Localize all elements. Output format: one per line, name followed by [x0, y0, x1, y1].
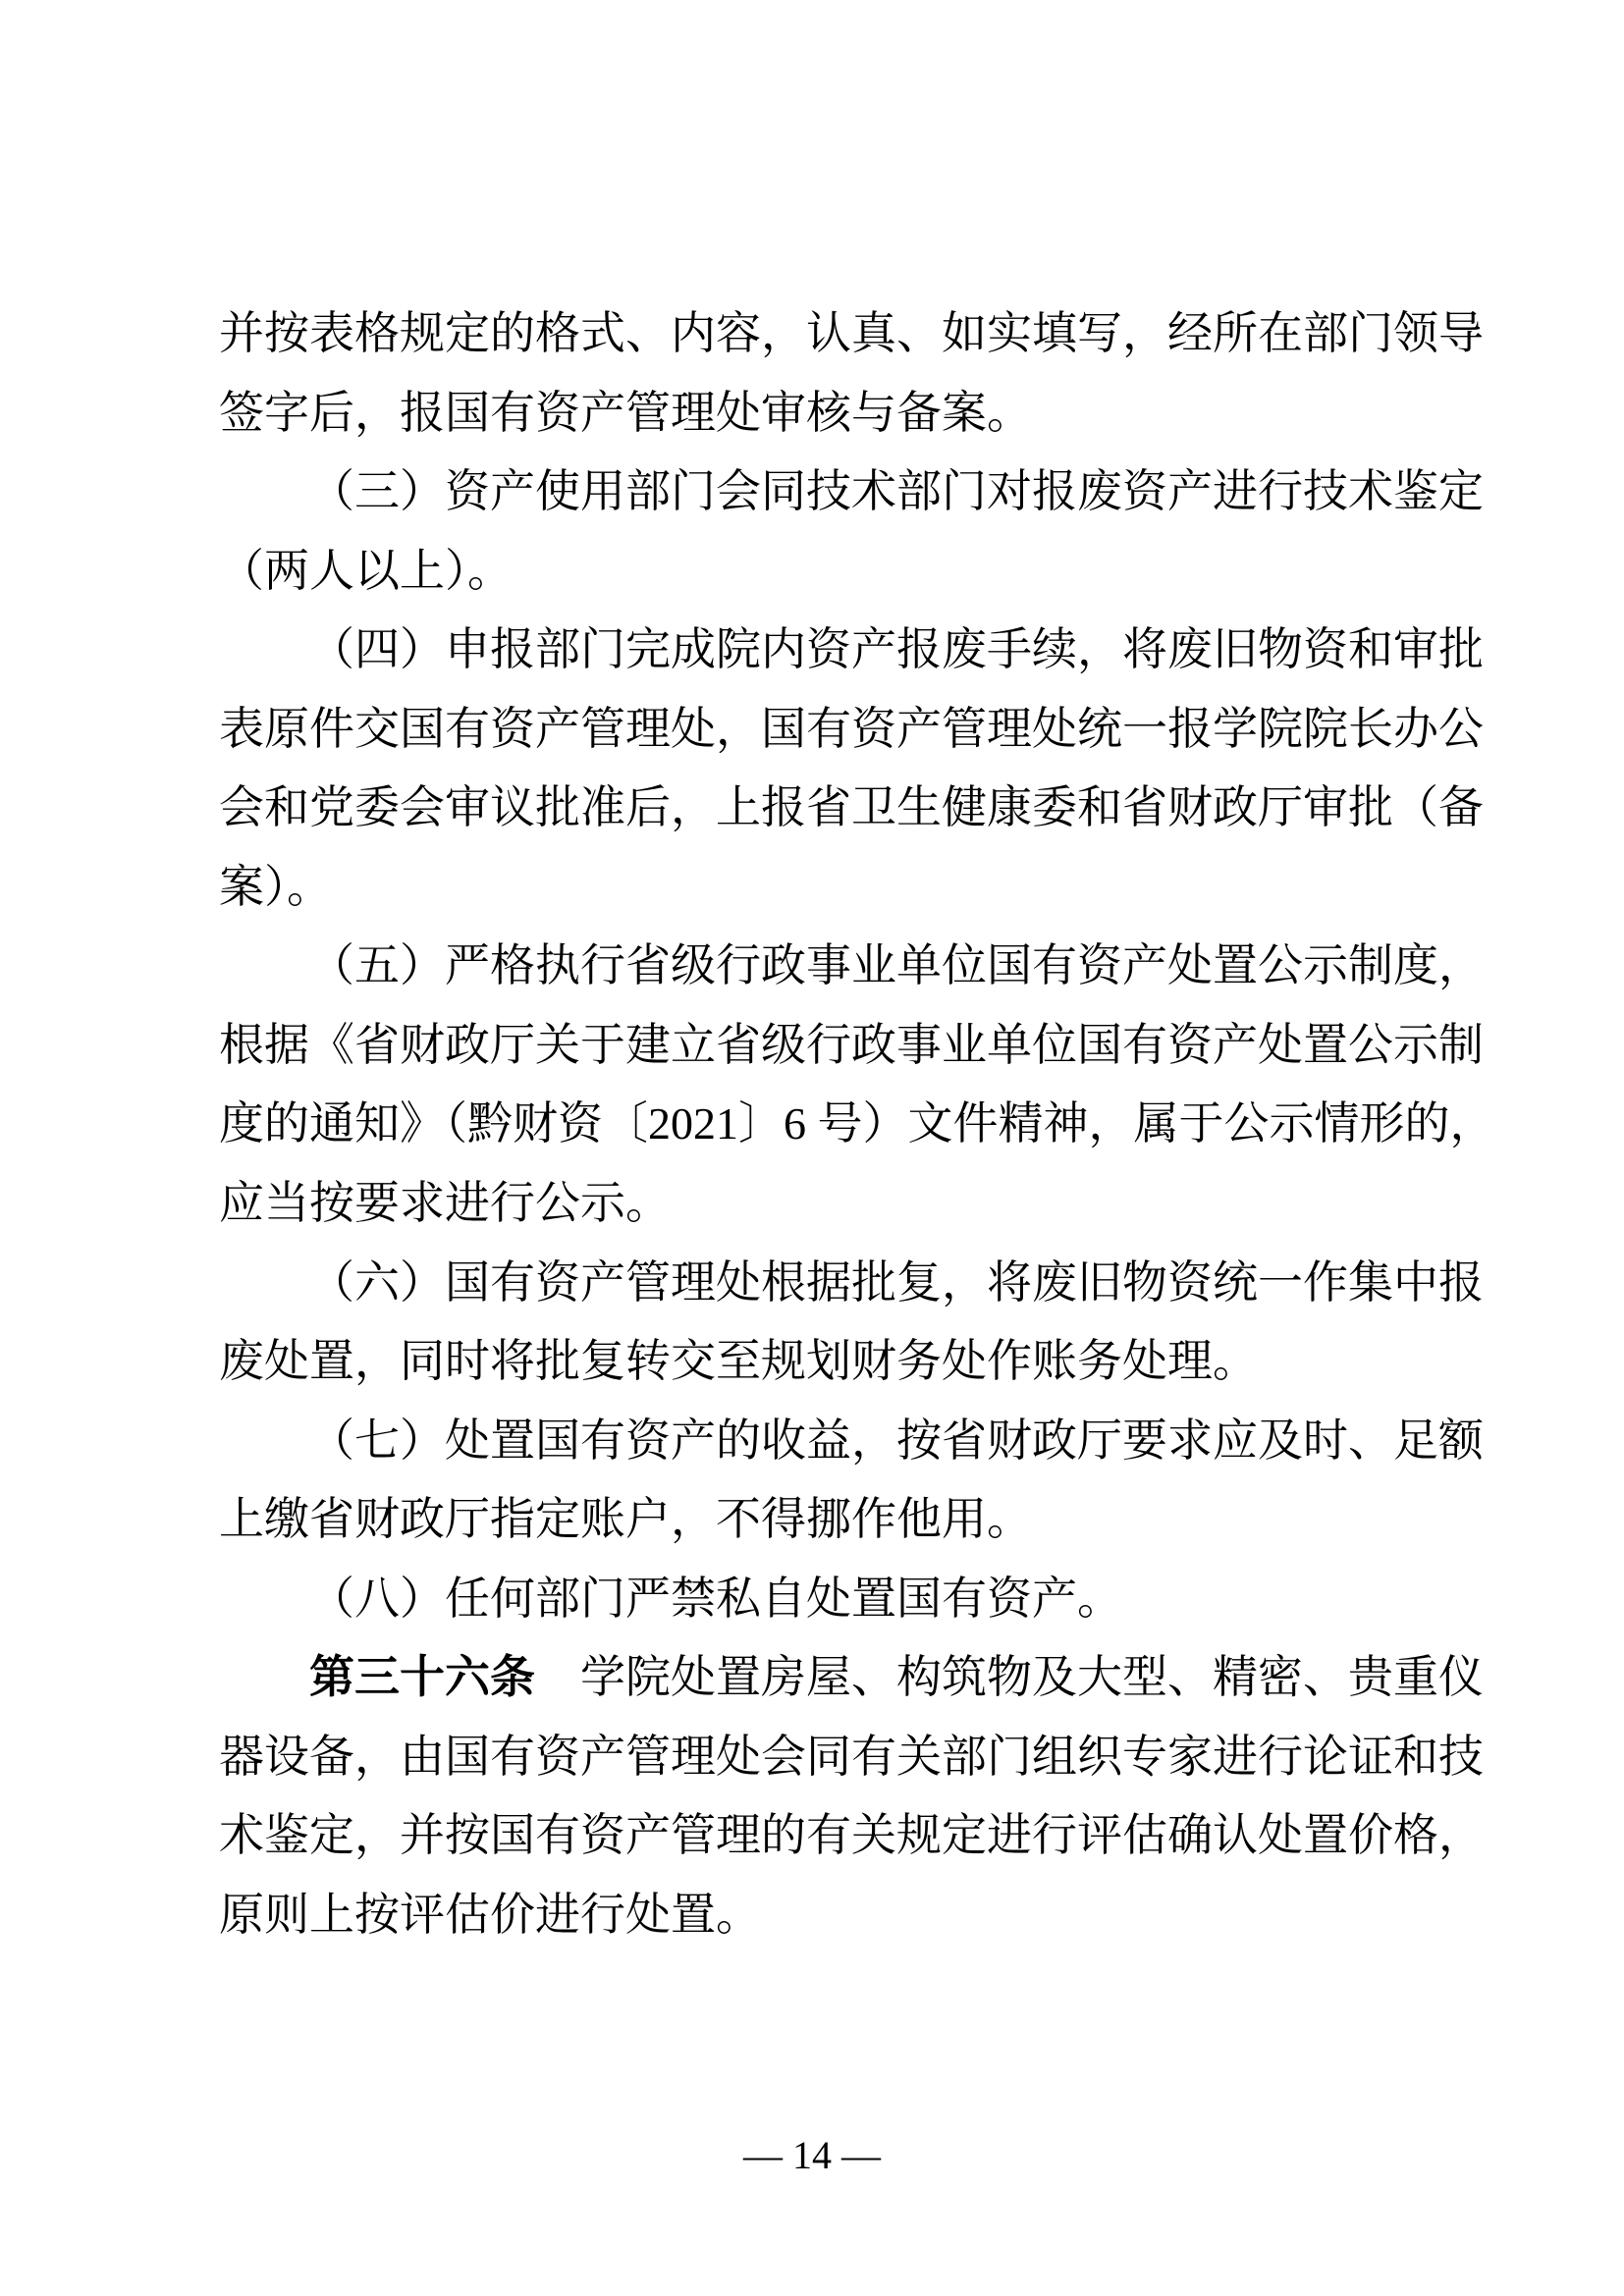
text-run: （两人以上）。 [219, 545, 513, 596]
text-run: 应当按要求进行公示。 [219, 1178, 671, 1229]
text-line [219, 1164, 1488, 1244]
text-line [219, 1560, 1488, 1639]
text-run: （三）资产使用部门会同技术部门对报废资产进行技术鉴定 [309, 466, 1484, 517]
text-run: 案）。 [219, 861, 332, 912]
text-line [219, 294, 1488, 374]
text-run: （五）严格执行省级行政事业单位国有资产处置公示制度， [309, 940, 1484, 991]
text-line [219, 1876, 1488, 1955]
text-line [219, 1796, 1488, 1876]
text-run: 度的通知》（黔财资〔2021〕6 号）文件精神，属于公示情形的， [219, 1098, 1495, 1149]
text-run: 术鉴定，并按国有资产管理的有关规定进行评估确认处置价格， [219, 1810, 1484, 1861]
text-line [219, 1402, 1488, 1481]
text-run: 学院处置房屋、构筑物及大型、精密、贵重仪 [535, 1652, 1484, 1703]
text-line [219, 1006, 1488, 1086]
text-run: （六）国有资产管理处根据批复，将废旧物资统一作集中报 [309, 1256, 1484, 1308]
text-line [219, 1718, 1488, 1797]
document-body [219, 294, 1495, 1954]
text-run: 会和党委会审议批准后，上报省卫生健康委和省财政厅审批（备 [219, 782, 1484, 833]
text-run: 并按表格规定的格式、内容，认真、如实填写，经所在部门领导 [219, 308, 1484, 358]
text-line [219, 769, 1488, 848]
text-line [219, 1638, 1488, 1718]
text-line [219, 1244, 1488, 1323]
text-line [219, 453, 1488, 532]
text-line [219, 690, 1488, 770]
text-run: 表原件交国有资产管理处，国有资产管理处统一报学院院长办公 [219, 703, 1484, 754]
text-run: （七）处置国有资产的收益，按省财政厅要求应及时、足额 [309, 1415, 1484, 1466]
article-number: 第三十六条 [309, 1652, 535, 1703]
text-line [219, 611, 1488, 690]
text-line [219, 532, 1488, 612]
text-run: 原则上按评估价进行处置。 [219, 1889, 761, 1940]
text-run: 签字后，报国有资产管理处审核与备案。 [219, 387, 1032, 438]
text-run: （八）任何部门严禁私自处置国有资产。 [309, 1573, 1122, 1624]
text-line [219, 1480, 1488, 1560]
text-run: 上缴省财政厅指定账户，不得挪作他用。 [219, 1494, 1032, 1545]
text-run: （四）申报部门完成院内资产报废手续，将废旧物资和审批 [309, 624, 1484, 675]
text-line [219, 374, 1488, 454]
text-line [219, 927, 1488, 1006]
text-run: 器设备，由国有资产管理处会同有关部门组织专家进行论证和技 [219, 1731, 1484, 1782]
text-run: 废处置，同时将批复转交至规划财务处作账务处理。 [219, 1336, 1258, 1387]
text-line [219, 1085, 1495, 1164]
page-number: — 14 — [743, 2133, 881, 2177]
text-line [219, 1322, 1488, 1402]
text-run: 根据《省财政厅关于建立省级行政事业单位国有资产处置公示制 [219, 1019, 1484, 1070]
text-line [219, 848, 1488, 928]
